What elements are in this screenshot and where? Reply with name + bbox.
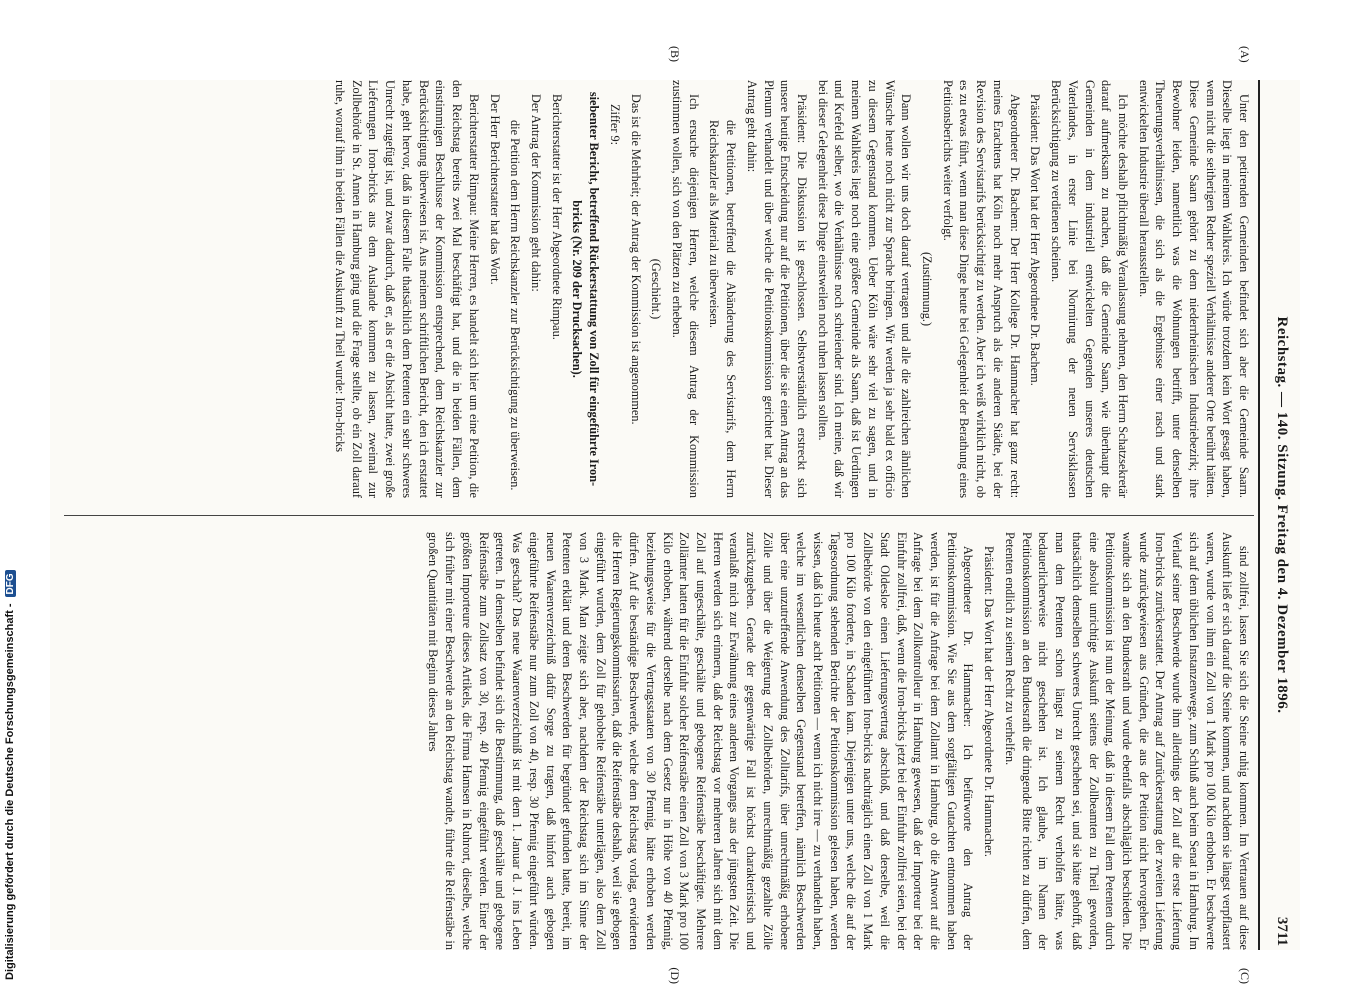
paragraph: Der Antrag der Kommission geht dahin: xyxy=(528,94,543,292)
left-column xyxy=(62,80,1252,498)
paragraph: Präsident: Das Wort hat der Herr Abgeordnete Dr. Hammacher. xyxy=(982,546,997,857)
page-number: 3711 xyxy=(1274,916,1290,946)
paragraph: Ich ersuche diejenigen Herren, welche diesem Antrag der Kommission zustimmen wollen, sich von den Plätzen zu erheben. xyxy=(670,80,701,498)
interjection: (Zustimmung.) xyxy=(920,251,935,327)
header-title: Reichstag. — 140. Sitzung. Freitag den 4. Dezember 1896. xyxy=(1274,316,1290,714)
agenda-item: Ziffer 9: xyxy=(607,104,622,146)
running-header xyxy=(1258,80,1300,950)
margin-letter-b: (B) xyxy=(668,46,682,62)
paragraph: Abgeordneter Dr. Bachem: Der Herr Kollege Dr. Hammacher hat ganz recht: meines Erachtens hat Köln noch mehr Anspruch als die anderen Städte, bei der Revision des Servistarifs berücksichtigt zu werden. Aber ich weiß wirklich nicht, ob es zu etwas führt, wenn man diese Dinge heute bei Gelegenheit der Berathung eines Petitionsberichts weiter verfolgt. xyxy=(940,80,1022,498)
motion-text: die Petitionen, betreffend die Abänderung des Servistarifs, dem Herrn Reichskanzler als Material zu überweisen. xyxy=(707,120,739,498)
rotated-text-block xyxy=(50,46,1300,984)
right-column xyxy=(62,532,1252,950)
report-heading: siebenter Bericht, betreffend Rückerstattung von Zoll für eingeführte Iron-bricks (Nr. 209 der Drucksachen). xyxy=(570,91,602,487)
paragraph: Abgeordneter Dr. Hammacher: Ich befürworte den Antrag der Petitionskommission. Wie Sie aus dem sorgfältigen Gutachten entnommen haben werden, ist für die Anfrage bei dem Zollamt in Hamburg, ob die Antwort auf die Anfrage bei dem Zollkontrolleur in Hamburg gewesen, daß der Importeur bei der Einfuhr zollfrei, daß, wenn die Iron-bricks jetzt bei der Einfuhr zollfrei seien, bei der Stadt Oldesloe einen Lieferungsvertrag abschloß, und daß derselbe, weil die Zollbehörde von den eingeführten Iron-bricks nachträglich einen Zoll von 1 Mark pro 100 Kilo forderte, in Schaden kam. Diejenigen unter uns, welche die auf der Tagesordnung stehenden Berichte der Petitionskommission gelesen haben, werden wissen, daß ich heute acht Petitionen — wenn ich nicht irre — zu verhandeln haben, welche im wesentlichen denselben Gegenstand betreffen, nämlich Beschwerden über eine unzutreffende Anwendung des Zolltarifs, über unrechtmäßig erhobene Zölle und über die Weigerung der Zollbehörden, unrechtmäßig gezahlte Zölle zurückzugeben. Gerade der gegenwärtige Fall ist höchst charakteristisch und veranlaßt mich zur Erwähnung eines anderen Vorgangs aus der jüngsten Zeit. Die Herren werden sich erinnern, daß der Reichstag vor mehreren Jahren sich mit dem Zoll auf ungeschälte, geschälte und gebogene Reifenstäbe beschäftigte. Mehrere Zollämter hatten für die Einfuhr solcher Reifenstäbe einen Zoll von 3 Mark pro 100 Kilo erhoben, während derselbe nach dem Gesetz nur in Höhe von 40 Pfennig, beziehungsweise für die Vertragsstaaten von 30 Pfennig, hätte erhoben werden dürfen. Auf die beständige Beschwerde, welche dem Reichstag vorlag, erwiderten die Herren Regierungskommissarien, daß die Reifenstäbe deshalb, weil sie gebogen eingeführt wurden, dem Zoll für gehobelte Reifenstäbe unterlägen, also dem Zoll von 3 Mark. Man zeigte sich aber, nachdem der Reichstag sich im Sinne der Petenten erklärt und deren Beschwerden für begründet gefunden hatte, bereit, im neuen Waarenverzeichniß dafür Sorge zu tragen, daß hinfort auch gebogen eingeführte Reifenstäbe nur zum Zoll von 40, resp. 30 Pfennig eingeführt würden. Was geschah? Das neue Waarenverzeichniß ist mit dem 1. Januar d. J. ins Leben getreten. In demselben befindet sich die Bestimmung, daß geschälte und gebogene Reifenstäbe zum Zollsatz von 30, resp. 40 Pfennig eingeführt werden. Einer der größten Importeure dieses Artikels, die Firma Hamsen in Ruhrort, dieselbe, welche sich früher mit einer Beschwerde an den Reichstag wandte, führte die Reifenstäbe in großen Quantitäten mit Beginn dieses Jahres xyxy=(426,532,976,950)
dfg-logo-icon: DFG xyxy=(5,570,16,597)
column-divider xyxy=(64,515,1254,516)
margin-letter-c: (C) xyxy=(1238,968,1252,984)
paragraph: sind zollfrei, lassen Sie sich die Steine ruhig kommen. Im Vertrauen auf diese Auskunft ließ er sich darauf die Steine kommen, und nachdem sie längst verpflastert waren, wurde von ihm ein Zoll von 1 Mark pro 100 Kilo erhoben. Er beschwerte sich auf dem üblichen Instanzenwege, zum Schluß auch beim Senat in Hamburg. Im Verlauf seiner Beschwerde wurde ihm allerdings der Zoll auf die erste Lieferung Iron-bricks zurückerstattet. Der Antrag auf Zurückerstattung der zweiten Lieferung wurde zurückgewiesen aus Gründen, die aus der Petition nicht hervorgehen. Er wandte sich an den Bundesrath und wurde ebenfalls abschläglich beschieden. Die Petitionskommission ist nun der Meinung, daß in diesem Fall dem Petenten durch eine absolut unrichtige Auskunft seitens der Zollbeamten zu Theil geworden, thatsächlich demselben schweres Unrecht geschehen sei, und sie hätte gehofft, daß man dem Petenten schon längst zu seinem Recht verholfen hätte, was bedauerlicherweise nicht geschehen ist. Ich glaube, im Namen der Petitionskommission an den Bundesrath die dringende Bitte richten zu dürfen, dem Petenten endlich zu seinem Recht zu verhelfen. xyxy=(1002,532,1251,950)
paragraph: Präsident: Das Wort hat der Herr Abgeordnete Dr. Bachem. xyxy=(1028,94,1043,386)
paragraph: Unter den petirenden Gemeinden befindet sich aber die Gemeinde Saarn. Dieselbe liegt in meinem Wahlkreis. Ich würde trotzdem kein Wort gesagt haben, wenn nicht die seitherigen Redner speziell Verhältnisse anderer Orte berührt hätten. Diese Gemeinde Saarn gehört zu dem niederrheinischen Industriebezirk; ihre Bewohner leiden, namentlich was die Wohnungen betrifft, unter denselben Theuerungsverhältnissen, die sich als die Ergebnisse einer rasch und stark entwickelten Industrie überall herausstellen. xyxy=(1136,80,1251,498)
paragraph: Der Herr Berichterstatter hat das Wort. xyxy=(487,94,502,285)
paragraph: Dann wollen wir uns doch darauf vertragen und alle die zahlreichen ähnlichen Wünsche heute noch nicht zur Sprache bringen. Wir werden ja sehr bald ex officio zu diesem Gegenstand kommen. Ueber Köln wäre sehr viel zu sagen, und in meinem Wahlkreis liegt noch eine größere Gemeinde als Saarn, daß ist Uerdingen und Krefeld selber, wo die Verhältnisse noch schreiender sind. Ich meine, daß wir bei dieser Gelegenheit diese Dinge einstweilen noch ruhen lassen sollten. xyxy=(815,80,914,498)
margin-letter-d: (D) xyxy=(668,967,682,984)
interjection: (Geschieht.) xyxy=(649,258,664,320)
paragraph: Präsident: Die Diskussion ist geschlossen. Selbstverständlich erstreckt sich unsere heutige Entscheidung nur auf die Petitionen, über die sie einen Antrag an das Plenum verhandelt und über welche die Petitionskommission gerichtet hat. Dieser Antrag geht dahin: xyxy=(744,80,810,498)
paragraph: Das ist die Mehrheit; der Antrag der Kommission ist angenommen. xyxy=(628,94,643,425)
credit-text: Digitalisierung gefördert durch die Deutsche Forschungsgemeinschaft - xyxy=(4,603,16,980)
paragraph: Ich möchte deshalb pflichtmäßig Veranlassung nehmen, den Herrn Schatzsekretär darauf aufmerksam zu machen, daß die Gemeinde Saarn, wie überhaupt die Gemeinden in dem industriell entwickelten Gegenden unseres deutschen Vaterlandes, in erster Linie bei Normirung der neuen Servisklassen Berücksichtigung zu verdienen scheinen. xyxy=(1049,80,1130,498)
scanned-page xyxy=(50,46,1300,984)
paragraph: Berichterstatter Rimpau: Meine Herren, es handelt sich hier um eine Petition, die den Reichstag bereits zwei Mal beschäftigt hat, und die in beiden Fällen, dem einstimmigen Beschlusse der Kommission entsprechend, dem Reichskanzler zur Berücksichtigung überwiesen ist. Aus meinem schriftlichen Bericht, den ich erstattet habe, geht hervor, daß in diesem Falle thatsächlich dem Petenten ein sehr schweres Unrecht zugefügt ist, und zwar dadurch, daß er, als er die Absicht hatte, zwei große Lieferungen Iron-bricks aus dem Auslande kommen zu lassen, zweimal zur Zollbehörde in St. Annen in Hamburg ging und die Frage stellte, ob ein Zoll darauf ruhe, worauf ihm in beiden Fällen die Auskunft zu Theil wurde: Iron-bricks xyxy=(333,80,481,498)
digitization-credit xyxy=(4,0,16,980)
motion-text: die Petition dem Herrn Reichskanzler zur Berücksichtigung zu überweisen. xyxy=(508,120,523,491)
margin-letter-a: (A) xyxy=(1238,46,1252,63)
paragraph: Berichterstatter ist der Herr Abgeordnete Rimpau. xyxy=(549,94,564,340)
